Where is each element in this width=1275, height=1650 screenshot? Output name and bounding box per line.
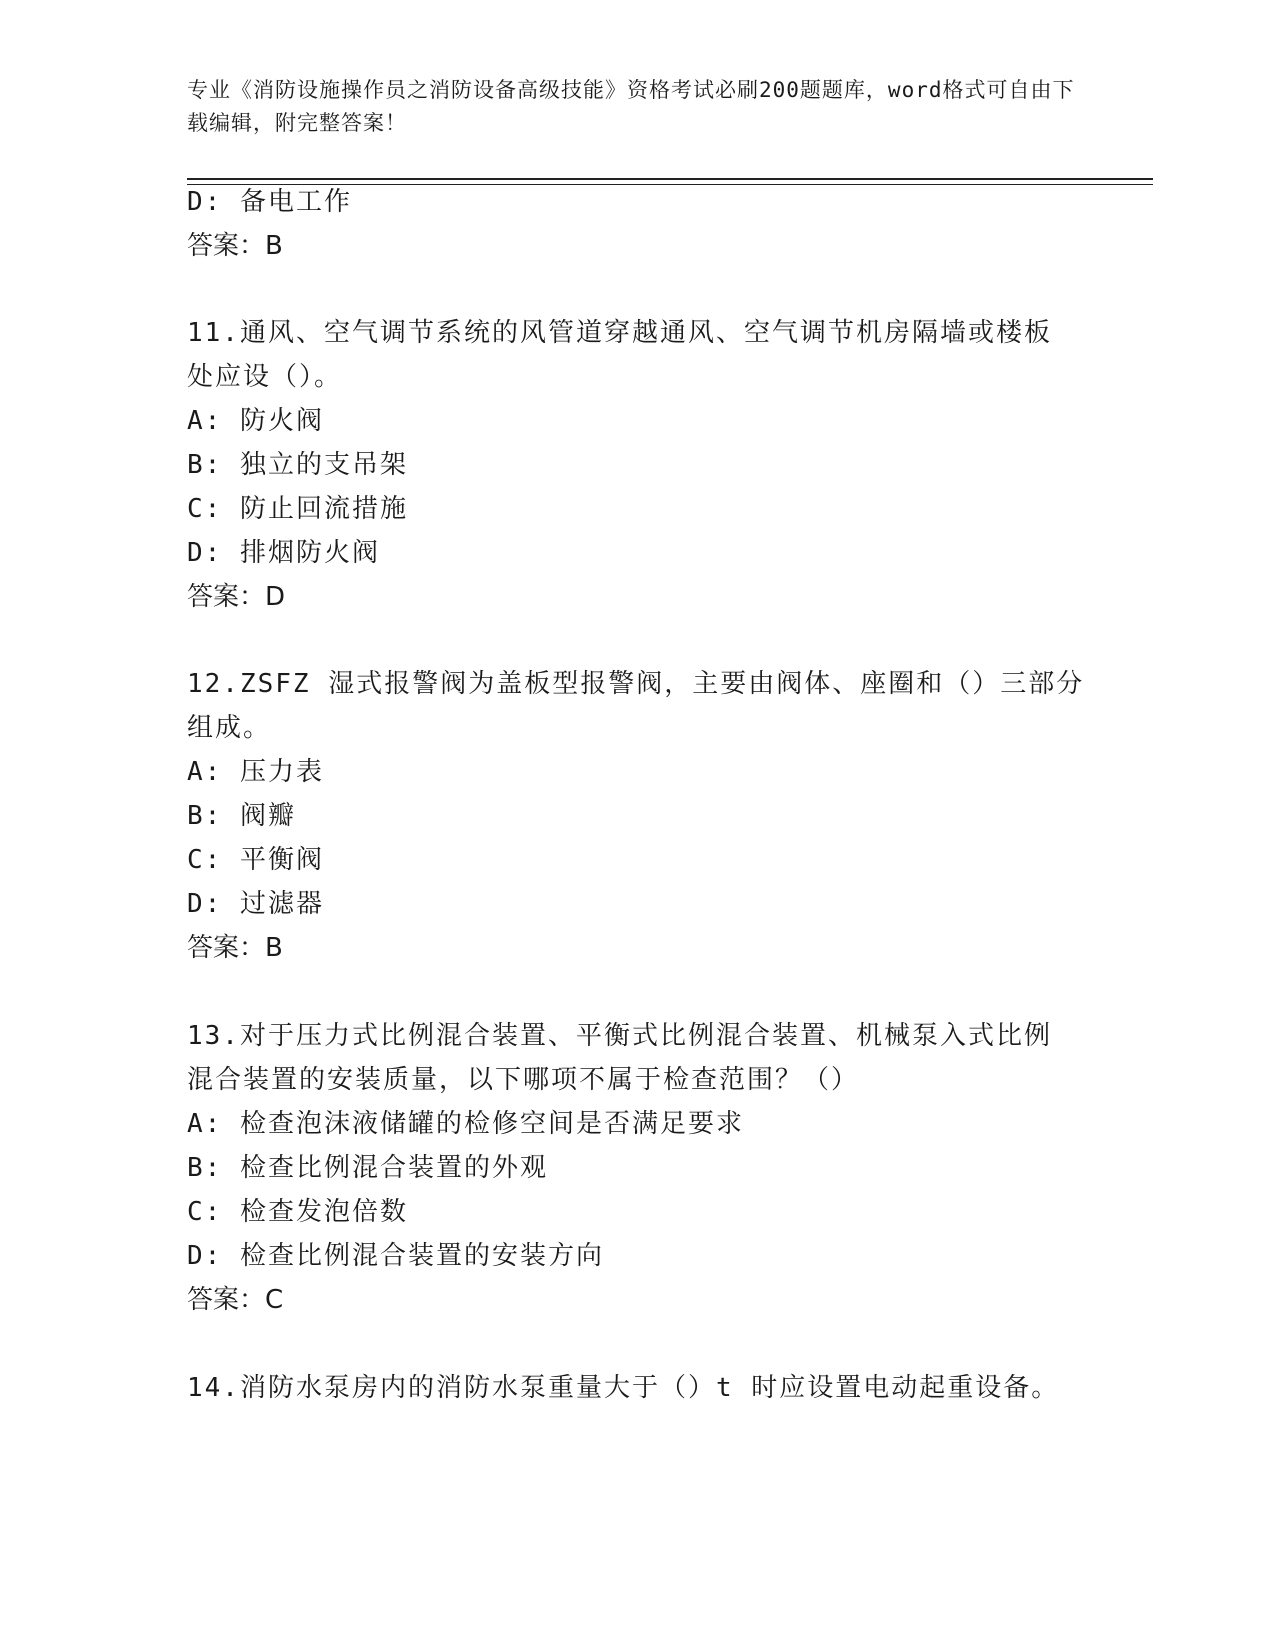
option-d: D: 检查比例混合装置的安装方向	[187, 1241, 604, 1271]
answer-line: 答案：C	[187, 1285, 284, 1315]
answer-line: 答案：B	[187, 231, 283, 261]
answer-line: 答案：B	[187, 933, 283, 963]
header-divider	[187, 178, 1153, 185]
option-c: C: 防止回流措施	[187, 494, 408, 524]
option-d: D: 排烟防火阀	[187, 538, 380, 568]
question-stem: 11.通风、空气调节系统的风管道穿越通风、空气调节机房隔墙或楼板	[187, 318, 1052, 348]
option-a: A: 压力表	[187, 757, 324, 787]
question-stem: 处应设（）。	[187, 362, 343, 392]
question-stem: 13.对于压力式比例混合装置、平衡式比例混合装置、机械泵入式比例	[187, 1021, 1052, 1051]
option-a: A: 防火阀	[187, 406, 324, 436]
option-c: C: 平衡阀	[187, 845, 324, 875]
option-b: B: 阀瓣	[187, 801, 296, 831]
option-c: C: 检查发泡倍数	[187, 1197, 408, 1227]
option-b: B: 检查比例混合装置的外观	[187, 1153, 548, 1183]
question-stem: 组成。	[187, 713, 272, 743]
option-d: D: 过滤器	[187, 889, 324, 919]
question-stem: 混合装置的安装质量，以下哪项不属于检查范围？（）	[187, 1065, 860, 1095]
question-stem: 14.消防水泵房内的消防水泵重量大于（）t 时应设置电动起重设备。	[187, 1373, 1060, 1403]
option-b: B: 独立的支吊架	[187, 450, 408, 480]
option-d: D: 备电工作	[187, 187, 352, 217]
option-a: A: 检查泡沫液储罐的检修空间是否满足要求	[187, 1109, 744, 1139]
document-header: 专业《消防设施操作员之消防设备高级技能》资格考试必刷200题题库，word格式可自由下载编辑，附完整答案！	[187, 78, 1075, 135]
question-stem: 12.ZSFZ 湿式报警阀为盖板型报警阀，主要由阀体、座圈和（）三部分	[187, 669, 1085, 699]
answer-line: 答案：D	[187, 582, 286, 612]
